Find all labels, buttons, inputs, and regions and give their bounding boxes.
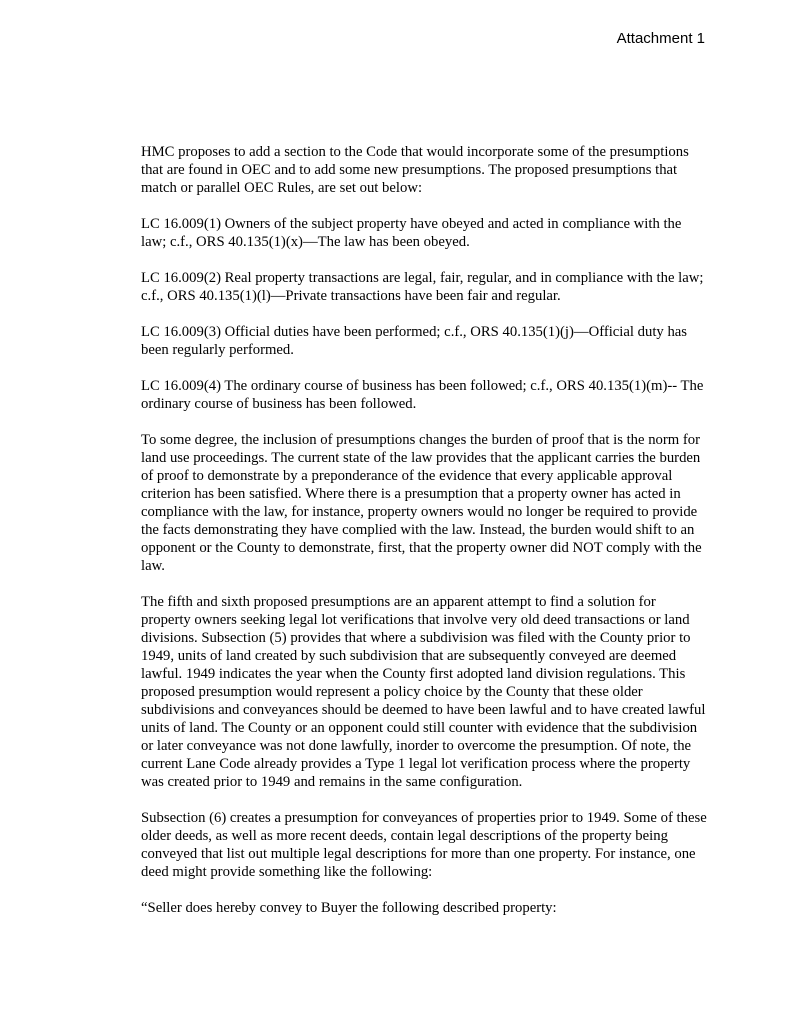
paragraph-burden-of-proof: To some degree, the inclusion of presumptions changes the burden of proof that is the norm for land use proceedings. The current state of the law provides that the applicant carries the burden of proof to demonstrate by a preponderance of the evidence that every applicable approval criterion has been satisfied. Where there is a presumption that a property owner has acted in compliance with the law, for instance, property owners would no longer be required to provide the facts demonstrating they have complied with the law. Instead, the burden would shift to an opponent or the County to demonstrate, first, that the property owner did NOT comply with the law.: [141, 432, 702, 574]
paragraph-subsection-6: Subsection (6) creates a presumption for conveyances of properties prior to 1949. Some of these older deeds, as well as more recent deeds, contain legal descriptions of the property being conveyed that list out multiple legal descriptions for more than one property. For instance, one deed might provide something like the following:: [141, 810, 707, 880]
paragraph-intro: HMC proposes to add a section to the Code that would incorporate some of the presumptions that are found in OEC and to add some new presumptions. The proposed presumptions that match or parallel OEC Rules, are set out below:: [141, 144, 689, 196]
paragraph-lc-16-009-4: LC 16.009(4) The ordinary course of business has been followed; c.f., ORS 40.135(1)(m)-- The ordinary course of business has been followed.: [141, 378, 704, 412]
paragraph-lc-16-009-1: LC 16.009(1) Owners of the subject property have obeyed and acted in compliance with the law; c.f., ORS 40.135(1)(x)—The law has been obeyed.: [141, 216, 682, 250]
attachment-label: Attachment 1: [616, 30, 705, 47]
paragraph-lc-16-009-3: LC 16.009(3) Official duties have been performed; c.f., ORS 40.135(1)(j)—Official duty has been regularly performed.: [141, 324, 688, 358]
paragraph-deed-quote: “Seller does hereby convey to Buyer the following described property:: [141, 900, 557, 916]
paragraph-fifth-sixth-presumptions: The fifth and sixth proposed presumptions are an apparent attempt to find a solution for property owners seeking legal lot verifications that involve very old deed transactions or land divisions. Subsection (5) provides that where a subdivision was filed with the County prior to 1949, units of land created by such subdivision that are subsequently conveyed are deemed lawful. 1949 indicates the year when the County first adopted land division regulations. This proposed presumption would represent a policy choice by the County that these older subdivisions and conveyances should be deemed to have been lawful and to have created lawful units of land. The County or an opponent could still counter with evidence that the subdivision or later conveyance was not done lawfully, inorder to overcome the presumption. Of note, the current Lane Code already provides a Type 1 legal lot verification process where the property was created prior to 1949 and remains in the same configuration.: [141, 594, 706, 790]
paragraph-lc-16-009-2: LC 16.009(2) Real property transactions are legal, fair, regular, and in compliance with the law; c.f., ORS 40.135(1)(l)—Private transactions have been fair and regular.: [141, 270, 704, 304]
document-body: [141, 143, 707, 935]
